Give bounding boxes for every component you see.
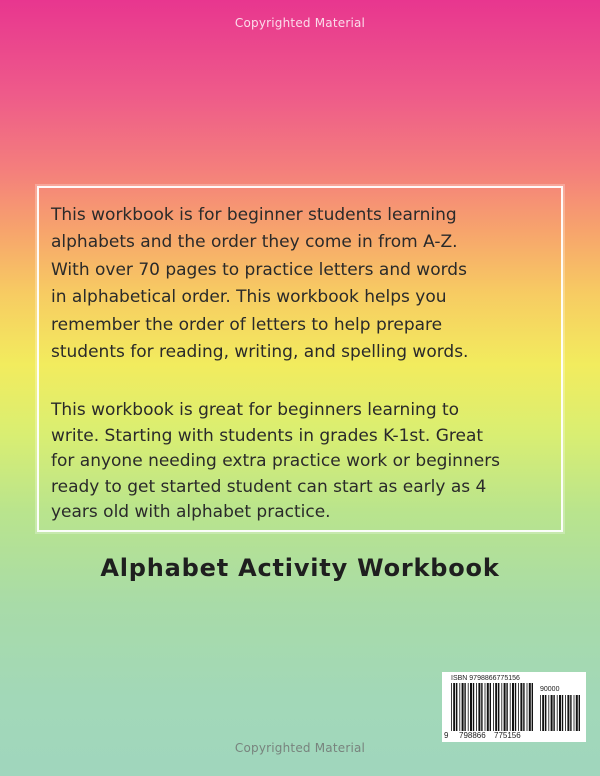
- barcode-bar: [468, 683, 469, 731]
- copyright-watermark-top: Copyrighted Material: [234, 16, 366, 30]
- barcode-bar: [557, 695, 558, 731]
- barcode-bar: [523, 683, 524, 731]
- barcode-bar: [529, 683, 531, 731]
- barcode-bar: [532, 683, 533, 731]
- barcode-bar: [481, 683, 482, 731]
- barcode-bar: [518, 683, 519, 731]
- barcode-right-digits: 775156: [494, 731, 521, 740]
- price-code: 90000: [540, 686, 560, 693]
- isbn-label: ISBN 9798866775156: [451, 675, 520, 682]
- barcode-bar: [459, 683, 460, 731]
- barcode-bar: [559, 695, 561, 731]
- barcode-bar: [487, 683, 489, 731]
- barcode-bar: [520, 683, 522, 731]
- barcode-bar: [490, 683, 491, 731]
- barcode-bar: [542, 695, 544, 731]
- barcode-bar: [456, 683, 457, 731]
- barcode-bar: [576, 695, 578, 731]
- isbn-barcode: [442, 672, 586, 742]
- barcode-bar: [551, 695, 553, 731]
- barcode-bar: [545, 695, 546, 731]
- barcode-bar: [473, 683, 474, 731]
- barcode-bar: [510, 683, 511, 731]
- barcode-bar: [464, 683, 465, 731]
- barcode-bar: [476, 683, 477, 731]
- barcode-bar: [567, 695, 569, 731]
- barcode-bar: [548, 695, 549, 731]
- barcode-bar: [512, 683, 514, 731]
- barcode-bar: [498, 683, 499, 731]
- copyright-watermark-bottom: Copyrighted Material: [234, 741, 366, 755]
- barcode-bar: [570, 695, 571, 731]
- barcode-left-digits: 798866: [459, 731, 486, 740]
- description-paragraph-2: This workbook is great for beginners learning to write. Starting with students in grades K-1st. Great for anyone needing extra practice work or beginners ready to get started student can start as early as 4 years old with alphabet practice.: [51, 400, 501, 523]
- barcode-bar: [579, 695, 580, 731]
- barcode-bar: [515, 683, 516, 731]
- barcode-lead-digit: 9: [444, 731, 449, 740]
- barcode-bar: [495, 683, 497, 731]
- barcode-bar: [553, 695, 554, 731]
- barcode-bar: [470, 683, 472, 731]
- barcode-bar: [501, 683, 502, 731]
- barcode-bar: [506, 683, 507, 731]
- barcode-bar: [504, 683, 506, 731]
- barcode-bar: [478, 683, 480, 731]
- description-panel: [37, 186, 563, 532]
- barcode-bar: [493, 683, 494, 731]
- barcode-bar: [540, 695, 541, 731]
- barcode-bar: [574, 695, 575, 731]
- barcode-bar: [562, 695, 563, 731]
- barcode-bar: [527, 683, 528, 731]
- book-title: Alphabet Activity Workbook: [100, 554, 500, 582]
- barcode-bar: [485, 683, 486, 731]
- barcode-bar: [565, 695, 566, 731]
- barcode-bar: [451, 683, 452, 731]
- barcode-bar: [453, 683, 455, 731]
- barcode-bar: [462, 683, 464, 731]
- description-paragraph-1: This workbook is for beginner students learning alphabets and the order they come in from A-Z. With over 70 pages to practice letters and words in alphabetical order. This workbook helps you remember the order of letters to help prepare students for reading, writing, and spelling words.: [51, 205, 469, 363]
